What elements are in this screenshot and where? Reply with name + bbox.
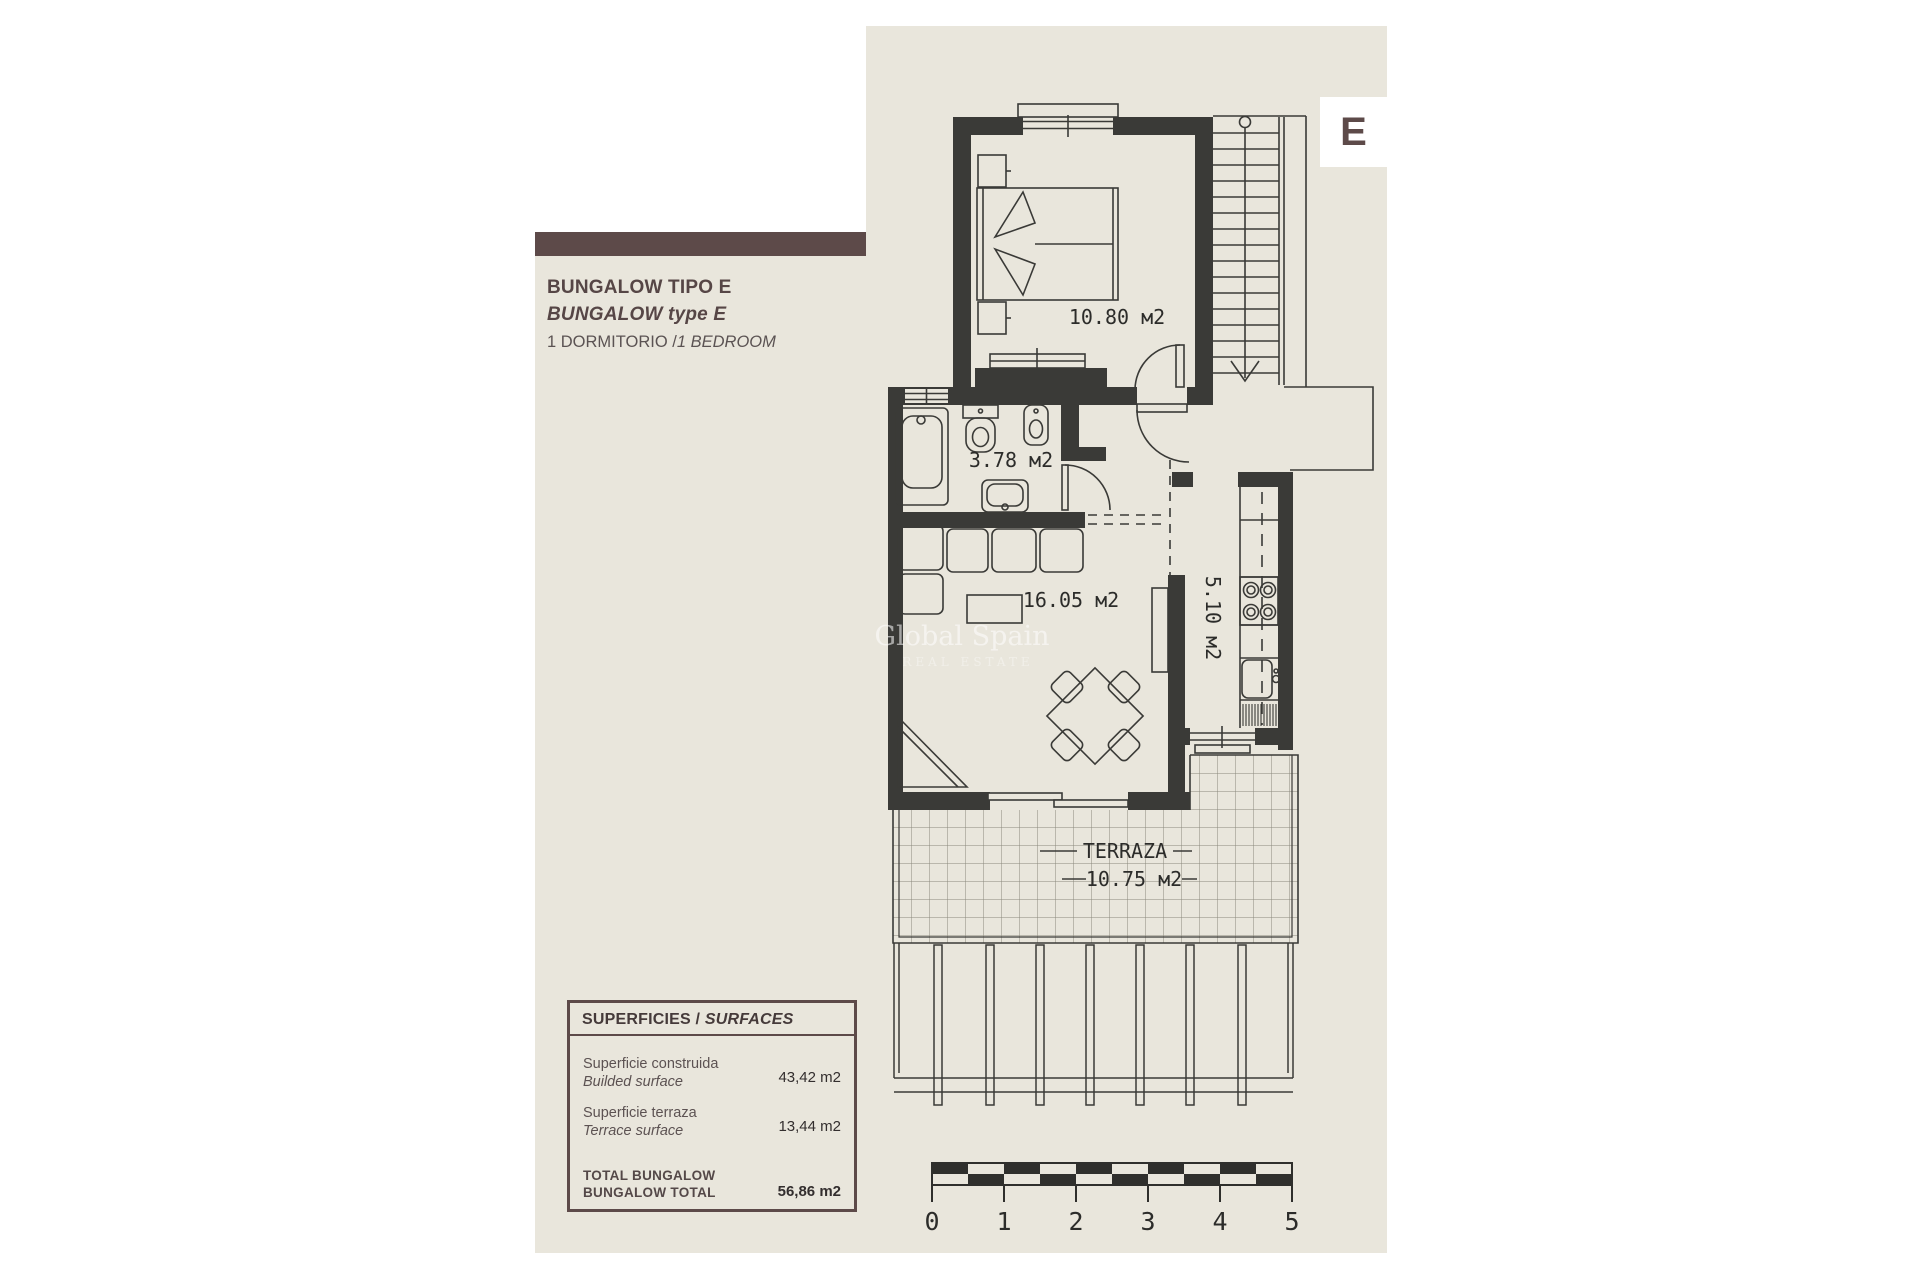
hall-passage-dashed <box>1088 515 1168 524</box>
bidet <box>1024 405 1048 445</box>
surfaces-header-en: SURFACES <box>704 1011 794 1028</box>
scale-tick-5: 5 <box>1284 1207 1300 1236</box>
surfaces-header-es: SUPERFICIES / <box>582 1011 705 1028</box>
entry-landing <box>1284 387 1373 470</box>
terrace-surface-value: 13,44 m2 <box>778 1117 841 1135</box>
bedroom-area-label: 10.80 м2 <box>1068 305 1166 329</box>
kitchen-sink <box>1242 660 1280 698</box>
corner-unit <box>898 717 967 787</box>
type-badge-letter: E <box>1340 109 1367 154</box>
scale-tick-1: 1 <box>996 1207 1012 1236</box>
bathroom-window <box>905 387 948 405</box>
scale-tick-0: 0 <box>924 1207 940 1236</box>
title-rooms-es: 1 DORMITORIO / <box>547 333 677 351</box>
scale-bar <box>924 1163 1299 1236</box>
terrace-name-label: TERRAZA <box>1082 839 1168 863</box>
bathroom-area-label: 3.78 м2 <box>968 448 1054 472</box>
title-en: BUNGALOW type E <box>547 304 727 325</box>
terrace-area-label: 10.75 м2 <box>1085 867 1183 891</box>
bedroom-door <box>1135 345 1184 390</box>
side-shelf <box>1152 588 1168 672</box>
bedroom-window <box>1018 104 1118 137</box>
terrace-tiles-strip <box>1190 755 1298 943</box>
terrace-surface-label-en: Terrace surface <box>583 1123 684 1139</box>
title-rooms-en: 1 BEDROOM <box>676 333 776 351</box>
kitchen-area-label: 5.10 м2 <box>1201 575 1225 661</box>
total-value: 56,86 m2 <box>777 1183 841 1200</box>
title-es: BUNGALOW TIPO E <box>547 277 732 298</box>
bathroom-door <box>1062 465 1110 510</box>
scale-bar-cells <box>932 1163 1292 1185</box>
kitchen <box>1190 487 1280 753</box>
scale-tick-4: 4 <box>1212 1207 1228 1236</box>
terrace-surface-label-es: Superficie terraza <box>583 1105 697 1121</box>
drainer <box>1243 704 1276 726</box>
watermark-brand: Global Spain <box>874 621 1050 652</box>
washbasin <box>982 480 1028 512</box>
entrance-door <box>1137 404 1189 462</box>
wardrobe <box>990 348 1085 368</box>
bathtub <box>896 408 948 505</box>
nightstand <box>978 155 1011 187</box>
pergola <box>894 943 1293 1105</box>
terrace-sliding-door <box>988 793 1128 807</box>
bedroom <box>977 104 1184 390</box>
nightstand <box>978 302 1011 334</box>
built-surface-value: 43,42 m2 <box>778 1068 841 1086</box>
hob <box>1240 577 1278 625</box>
staircase <box>1213 116 1373 470</box>
pergola-posts <box>934 945 1246 1105</box>
kitchen-window <box>1190 726 1255 753</box>
total-label-line2: BUNGALOW TOTAL <box>583 1185 716 1200</box>
total-label-line1: TOTAL BUNGALOW <box>583 1168 716 1183</box>
living-area-label: 16.05 м2 <box>1022 588 1120 612</box>
toilet <box>963 405 998 452</box>
dining-set <box>1047 668 1143 764</box>
bed <box>977 188 1118 300</box>
watermark-sub: REAL ESTATE <box>902 655 1034 669</box>
built-surface-label-es: Superficie construida <box>583 1056 719 1072</box>
scale-tick-3: 3 <box>1140 1207 1156 1236</box>
scale-tick-2: 2 <box>1068 1207 1084 1236</box>
built-surface-label-en: Builded surface <box>583 1074 683 1090</box>
coffee-table <box>967 595 1022 623</box>
